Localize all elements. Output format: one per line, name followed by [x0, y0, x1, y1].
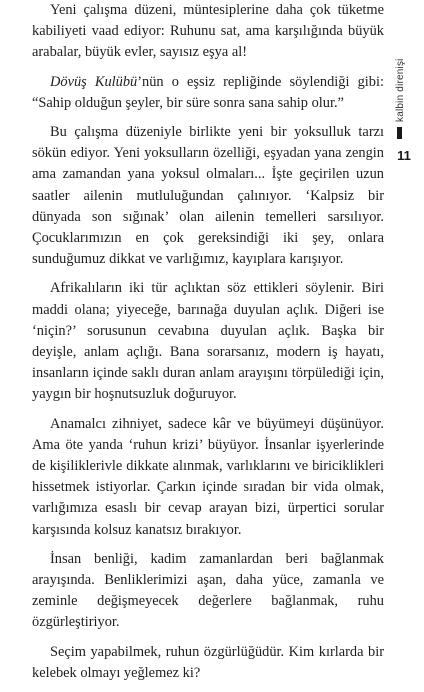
- paragraph-7: Seçim yapabilmek, ruhun özgürlüğüdür. Kim kırlarda bir kelebek olmayı yeğlemez ki?: [32, 643, 384, 681]
- paragraph-3: Bu çalışma düzeniyle birlikte yeni bir yoksulluk tarzı sökün ediyor. Yeni yoksulların özelliği, eşyadan yana zengin ama zamandan yana yoksul olmaları... İşte geçirilen uzun saatler ailenin mutluluğundan çalınıyor. ‘Kalpsiz bir dünyada son sığınak’ olan ailenin temelleri sarsılıyor. Çocuklarımızın en çok gereksindiği iki şey, onlara sunduğumuz dikkat ve varlığımız, kayıplara karışıyor.: [32, 124, 384, 268]
- book-title: kalbin direnişi: [395, 58, 406, 122]
- paragraph-4: Afrikalıların iki tür açlıktan söz ettikleri söylenir. Biri maddi olana; yiyeceğe, barınağa duyulan açlık. Diğeri ise ‘niçin?’ sorusunun cevabına duyulan açlık. Başka bir deyişle, anlam açlığı. Bana sorarsanız, modern iş hayatı, insanların içinde saklı duran anlam arayışını törpülediği için, yaygın bir hoşnutsuzluk doğuruyor.: [32, 280, 384, 403]
- body-text: [32, 0, 384, 692]
- page-number: 11: [397, 148, 411, 163]
- paragraph-6: İnsan benliği, kadim zamanlardan beri bağlanmak arayışında. Benliklerimizi aşan, daha yüce, zamanla ve zeminle değişmeyecek değerlere bağlanmak, ruhu özgürleştiriyor.: [32, 550, 384, 631]
- header-rule: [397, 127, 402, 139]
- running-header: [392, 48, 416, 168]
- paragraph-2: Dövüş Kulübü’nün o eşsiz repliğinde söylendiği gibi: “Sahip olduğun şeyler, bir süre sonra sana sahip olur.”: [32, 73, 384, 111]
- film-title: Dövüş Kulübü: [50, 73, 138, 90]
- paragraph-5: Anamalcı zihniyet, sadece kâr ve büyümeyi düşünüyor. Ama öte yanda ‘ruhun krizi’ büyüyor. İnsanlar işyerlerinde de kişiliklerivle dikkate alınmak, varlıklarını ve biriciklikleri hissetmek istiyorlar. Çarkın içinde sıradan bir vida olmak, varlığımıza esaslı bir cevap arayan bizi, ürpertici sorular karşısında kolsuz kanatsız bırakıyor.: [32, 415, 384, 538]
- paragraph-1: Yeni çalışma düzeni, müntesiplerine daha çok tüketme kabiliyeti vaad ediyor: Ruhunu sat, ama karşılığında büyük arabalar, büyük evler, sayısız eşya al!: [32, 2, 384, 61]
